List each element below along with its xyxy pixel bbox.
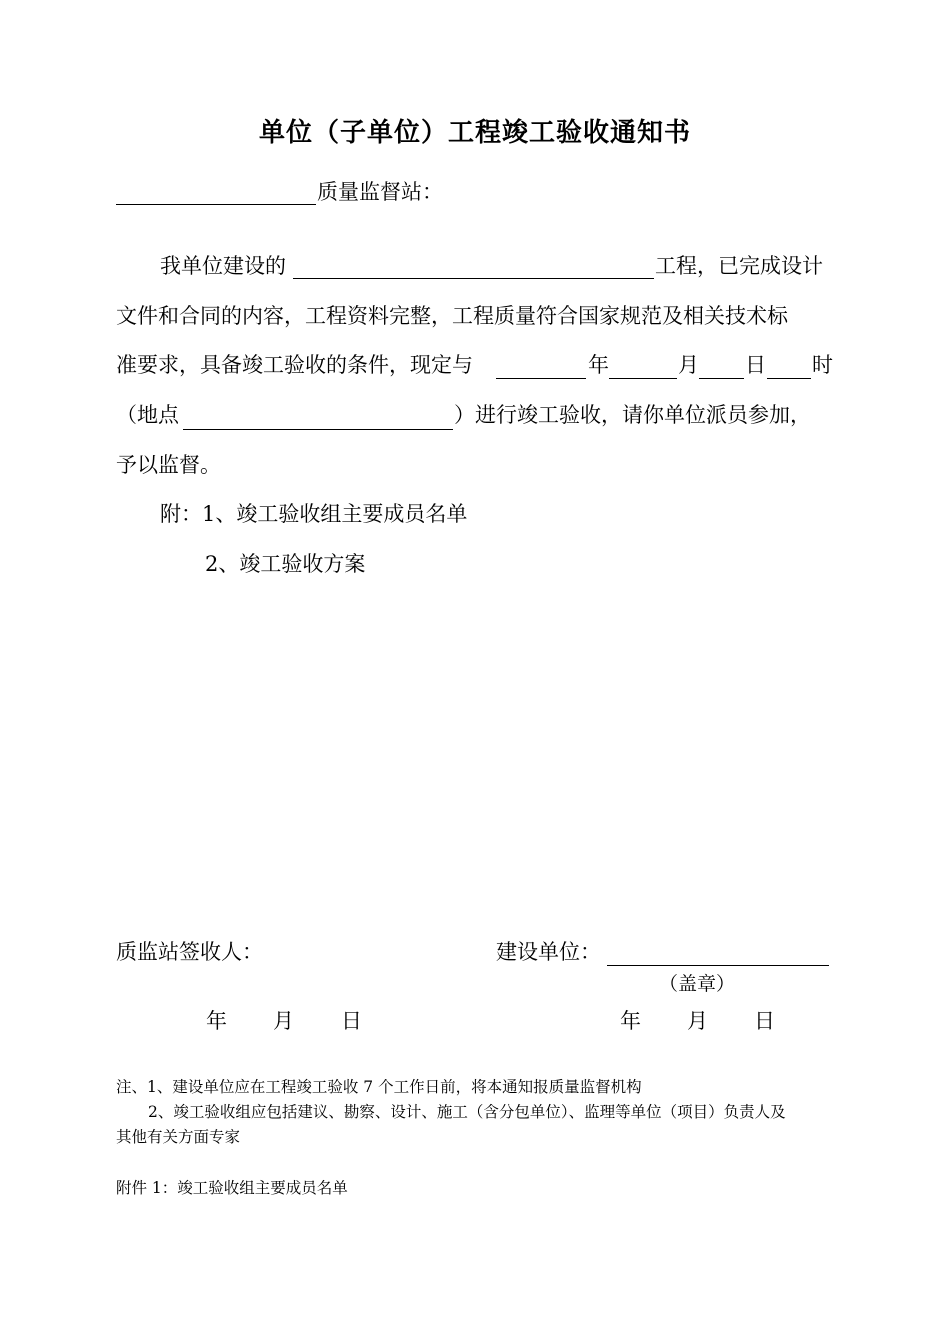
note-2-line-2: 其他有关方面专家 [116, 1128, 241, 1146]
builder-label: 建设单位： [496, 940, 601, 964]
left-date-month: 月 [273, 1009, 294, 1033]
right-date-day: 日 [754, 1009, 775, 1033]
paragraph-line3-prefix: 准要求，具备竣工验收的条件，现定与 [116, 353, 473, 377]
appendix-heading: 附件 1：竣工验收组主要成员名单 [116, 1179, 348, 1197]
month-blank-line [609, 378, 677, 379]
year-blank-line [496, 378, 586, 379]
right-date-year: 年 [620, 1009, 641, 1033]
attachment-item-1: 附：1、竣工验收组主要成员名单 [160, 502, 468, 526]
paragraph-year: 年 [588, 353, 609, 377]
location-blank-line [183, 429, 453, 430]
seal-label: （盖章） [659, 973, 736, 995]
paragraph-line1-prefix: 我单位建设的 [160, 254, 286, 278]
paragraph-line2: 文件和合同的内容，工程资料完整，工程质量符合国家规范及相关技术标 [116, 304, 788, 328]
recipient-blank-line [116, 204, 316, 205]
day-blank-line [699, 378, 744, 379]
document-title: 单位（子单位）工程竣工验收通知书 [258, 118, 691, 148]
note-2-line-1: 2、竣工验收组应包括建议、勘察、设计、施工（含分包单位）、监理等单位（项目）负责人及 [148, 1103, 786, 1121]
paragraph-line1-suffix: 工程，已完成设计 [655, 254, 823, 278]
left-date-year: 年 [206, 1009, 227, 1033]
paragraph-month: 月 [678, 353, 699, 377]
note-1: 注、1、建设单位应在工程竣工验收 7 个工作日前，将本通知报质量监督机构 [116, 1078, 642, 1096]
station-signer-label: 质监站签收人： [116, 940, 263, 964]
paragraph-line4-prefix: （地点 [116, 403, 179, 427]
left-date-day: 日 [341, 1009, 362, 1033]
paragraph-line4-suffix: ）进行竣工验收，请你单位派员参加， [454, 403, 811, 427]
attachment-item-2: 2、竣工验收方案 [205, 552, 366, 576]
project-name-blank-line [293, 278, 654, 279]
hour-blank-line [767, 378, 811, 379]
paragraph-hour: 时 [812, 353, 833, 377]
recipient-suffix: 质量监督站： [317, 180, 443, 204]
paragraph-day: 日 [745, 353, 766, 377]
paragraph-line5: 予以监督。 [116, 453, 221, 477]
builder-signature-line [607, 965, 829, 966]
right-date-month: 月 [687, 1009, 708, 1033]
